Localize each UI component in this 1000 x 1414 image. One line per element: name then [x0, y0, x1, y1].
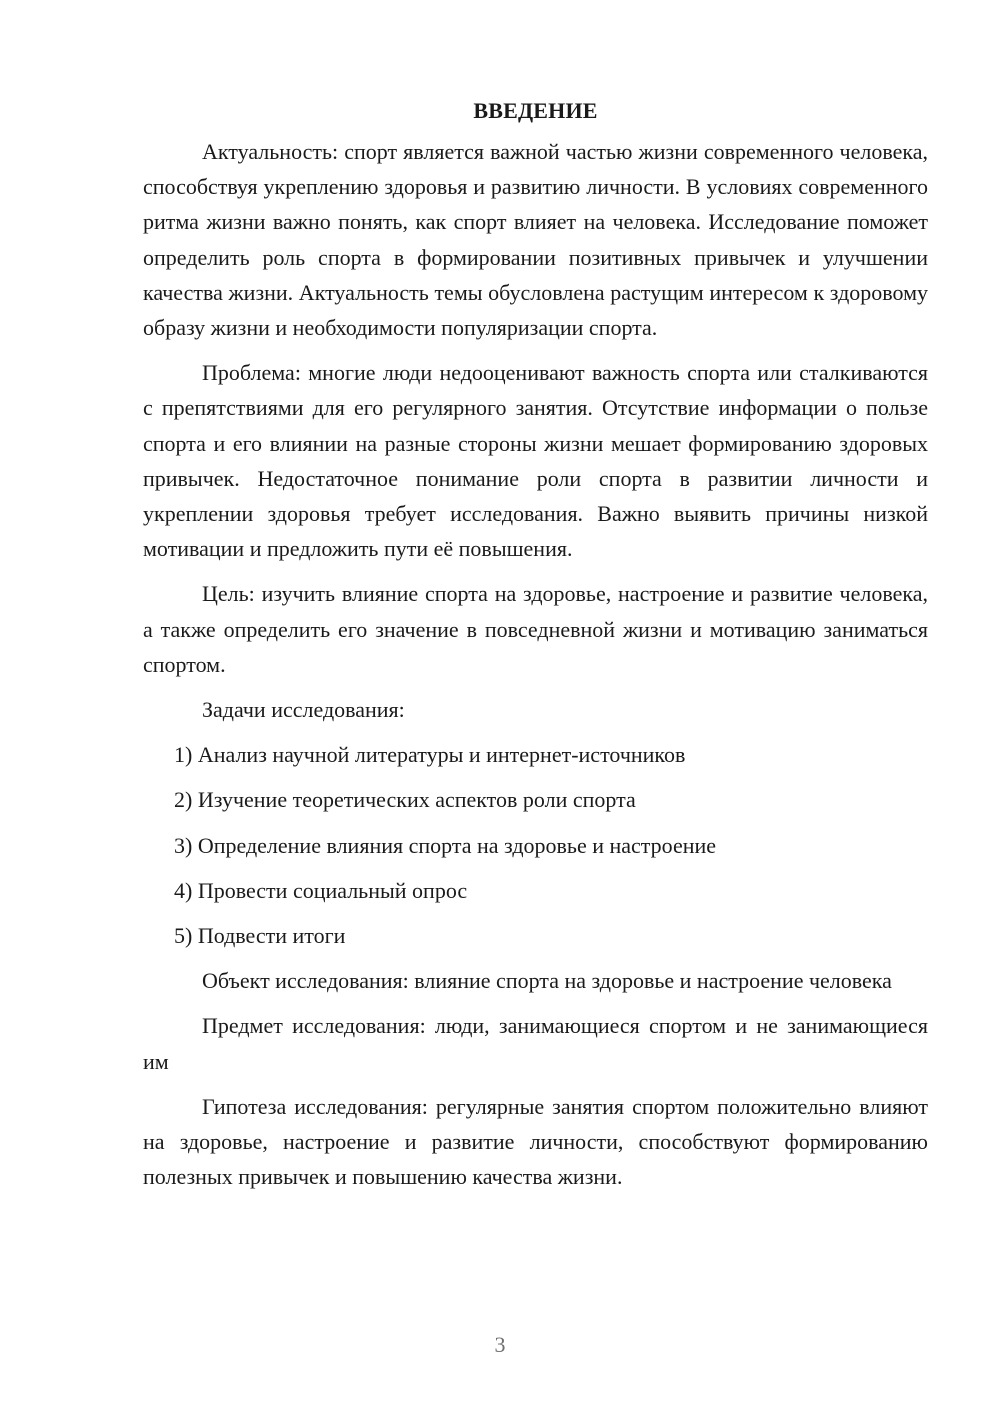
task-item: 1) Анализ научной литературы и интернет-источников — [174, 742, 686, 768]
tasks-list — [143, 737, 928, 953]
page-number: 3 — [494, 1332, 506, 1357]
hypothesis-paragraph: Гипотеза исследования: регулярные занятия спортом положительно влияют на здоровье, настроение и развитие личности, способствуют формированию полезных привычек и повышению качества жизни. — [143, 1093, 928, 1190]
relevance-paragraph: Актуальность: спорт является важной частью жизни современного человека, способствуя укреплению здоровья и развитию личности. В условиях современного ритма жизни важно понять, как спорт влияет на человека. Исследование поможет определить роль спорта в формировании позитивных привычек и улучшении качества жизни. Актуальность темы обусловлена растущим интересом к здоровому образу жизни и необходимости популяризации спорта. — [143, 139, 928, 341]
task-item: 2) Изучение теоретических аспектов роли спорта — [174, 787, 636, 813]
goal-paragraph: Цель: изучить влияние спорта на здоровье, настроение и развитие человека, а также определить его значение в повседневной жизни и мотивацию заниматься спортом. — [143, 581, 928, 677]
task-item: 3) Определение влияния спорта на здоровье и настроение — [174, 832, 717, 858]
object-paragraph: Объект исследования: влияние спорта на здоровье и настроение человека — [202, 968, 892, 994]
subject-paragraph: Предмет исследования: люди, занимающиеся спортом и не занимающиеся им — [143, 1013, 928, 1074]
problem-paragraph: Проблема: многие люди недооценивают важность спорта или сталкиваются с препятствиями для его регулярного занятия. Отсутствие информации о пользе спорта и его влиянии на разные стороны жизни мешает формированию здоровых привычек. Недостаточное понимание роли спорта в развитии личности и укреплении здоровья требует исследования. Важно выявить причины низкой мотивации и предложить пути её повышения. — [143, 360, 928, 562]
tasks-heading: Задачи исследования: — [202, 697, 405, 723]
task-item: 4) Провести социальный опрос — [174, 877, 468, 903]
page-title: ВВЕДЕНИЕ — [473, 98, 598, 123]
document-page — [143, 94, 928, 1204]
task-item: 5) Подвести итоги — [174, 923, 346, 949]
